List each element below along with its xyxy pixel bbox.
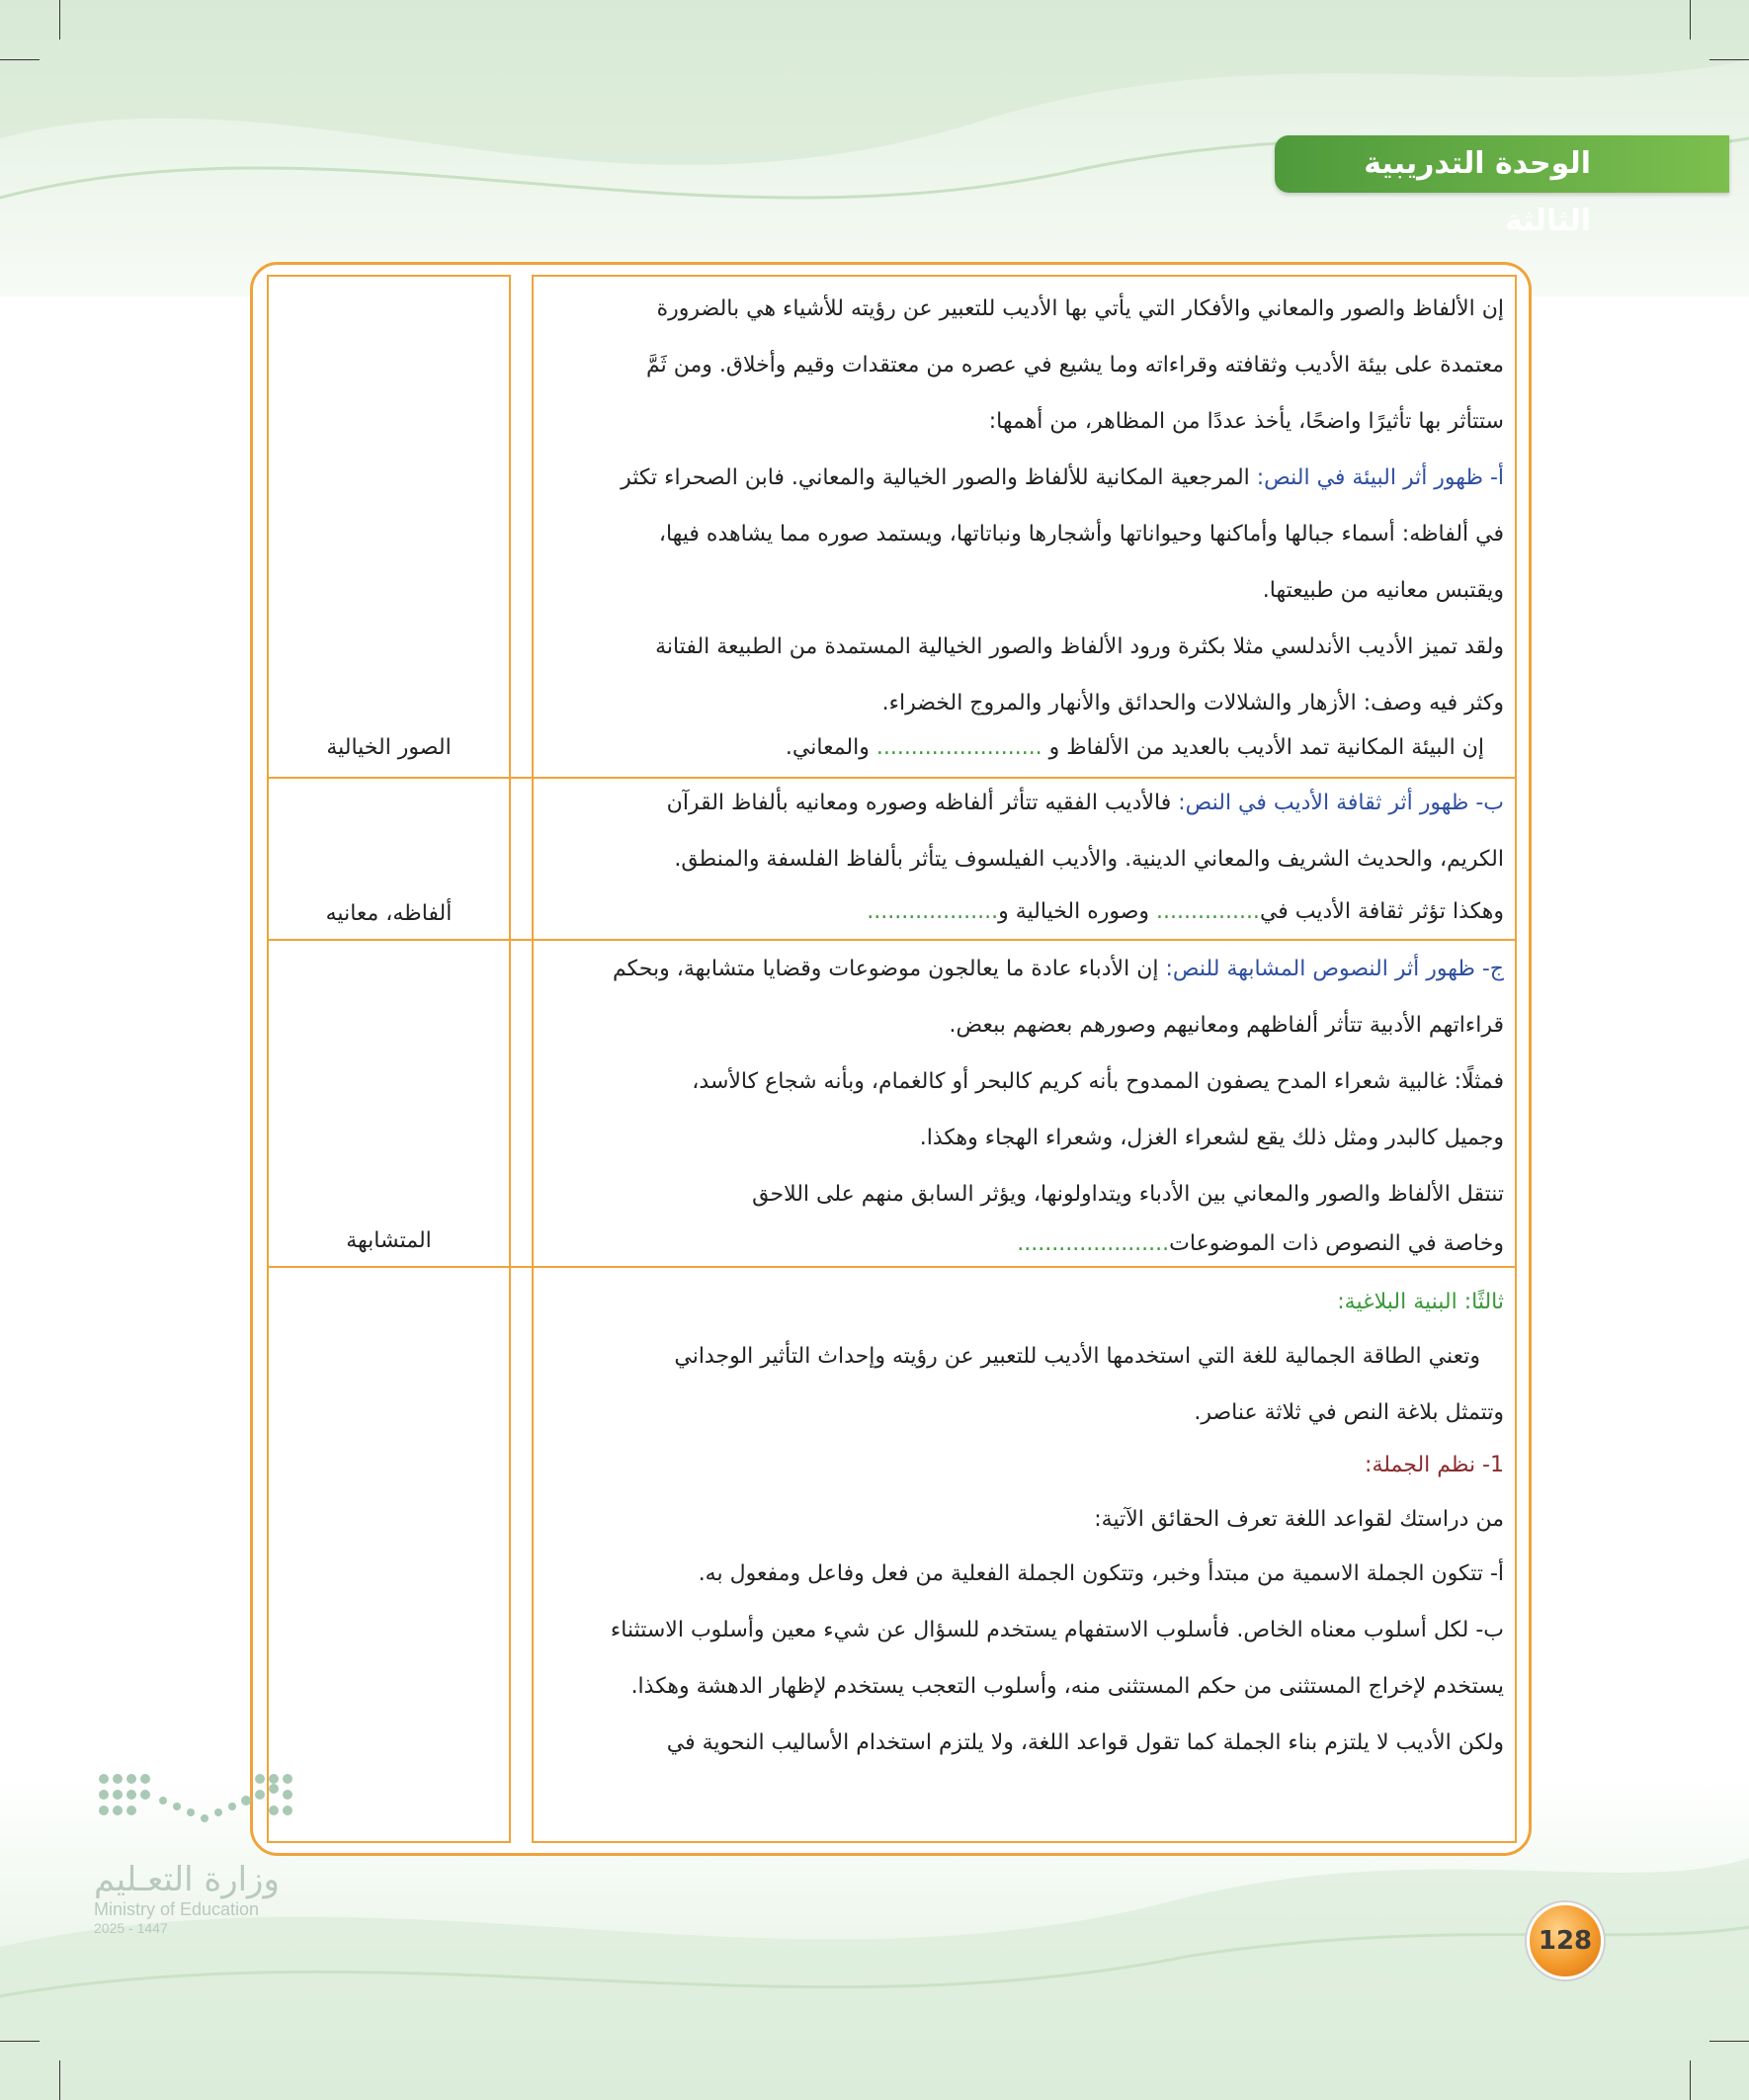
subsection-title: 1- نظم الجملة:: [1365, 1453, 1504, 1477]
section-b-title: ب- ظهور أثر ثقافة الأديب في النص:: [1178, 791, 1504, 815]
ministry-dots-icon: [94, 1769, 311, 1848]
crop-mark: [59, 2060, 60, 2100]
crop-mark: [1709, 59, 1749, 60]
paragraph-line: قراءاتهم الأدبية تتأثر ألفاظهم ومعانيهم وصورهم بعضهم ببعض.: [949, 1013, 1504, 1038]
fill-blank-line: وخاصة في النصوص ذات الموضوعات......................: [1017, 1231, 1504, 1256]
unit-title-banner: [1275, 135, 1729, 238]
crop-mark: [1690, 0, 1691, 40]
answer-words-meanings: ألفاظه، معانيه: [325, 901, 453, 926]
paragraph-line: وجميل كالبدر ومثل ذلك يقع لشعراء الغزل، وشعراء الهجاء وهكذا.: [919, 1126, 1504, 1150]
main-text-block: [553, 296, 1504, 1838]
paragraph-line: ولقد تميز الأديب الأندلسي مثلا بكثرة ورود الألفاظ والصور الخيالية المستمدة من الطبيعة الفتانة: [655, 634, 1504, 659]
paragraph-line: معتمدة على بيئة الأديب وثقافته وقراءاته وما يشيع في عصره من معتقدات وقيم وأخلاق. ومن ثَمَّ: [645, 353, 1504, 378]
unit-title: الوحدة التدريبية الثالثة: [1364, 146, 1591, 238]
section-a-line: أ- ظهور أثر البيئة في النص: المرجعية المكانية للألفاظ والصور الخيالية والمعاني. فابن الصحراء تكثر: [621, 465, 1504, 490]
answer-imaginary-images: الصور الخيالية: [326, 735, 452, 760]
paragraph-line: يستخدم لإخراج المستثنى من حكم المستثنى منه، وأسلوب التعجب يستخدم لإظهار الدهشة وهكذا.: [630, 1674, 1504, 1699]
answer-similar: المتشابهة: [346, 1228, 432, 1253]
blank-dots: ...............: [1156, 899, 1260, 924]
crop-mark: [59, 0, 60, 40]
paragraph-line: وكثر فيه وصف: الأزهار والشلالات والحدائق والأنهار والمروج الخضراء.: [881, 691, 1504, 715]
blank-dots: ........................: [875, 735, 1042, 760]
crop-mark: [0, 2041, 40, 2042]
paragraph-line: من دراستك لقواعد اللغة تعرف الحقائق الآتية:: [1094, 1507, 1504, 1532]
paragraph-line: ب- لكل أسلوب معناه الخاص. فأسلوب الاستفهام يستخدم للسؤال عن شيء معين وأسلوب الاستثناء: [610, 1618, 1504, 1642]
paragraph-line: وتعني الطاقة الجمالية للغة التي استخدمها الأديب للتعبير عن رؤيته وإحداث التأثير الوجداني: [674, 1344, 1480, 1369]
paragraph-line: وتتمثل بلاغة النص في ثلاثة عناصر.: [1194, 1400, 1504, 1425]
ministry-name-arabic: وزارة التعـليم: [94, 1860, 280, 1899]
paragraph-line: ولكن الأديب لا يلتزم بناء الجملة كما تقول قواعد اللغة، ولا يلتزم استخدام الأساليب النحوية في: [666, 1730, 1504, 1755]
section-b-line: ب- ظهور أثر ثقافة الأديب في النص: فالأديب الفقيه تتأثر ألفاظه وصوره ومعانيه بألفاظ القرآن: [666, 791, 1504, 815]
section-third-title: ثالثًا: البنية البلاغية:: [1337, 1290, 1504, 1314]
blank-dots: ...................: [867, 899, 999, 924]
crop-mark: [1690, 2060, 1691, 2100]
fill-blank-line: إن البيئة المكانية تمد الأديب بالعديد من الألفاظ و ........................ والمعاني.: [785, 735, 1484, 760]
crop-mark: [0, 59, 40, 60]
page-number: 128: [1538, 1926, 1593, 1956]
paragraph-line: ستتأثر بها تأثيرًا واضحًا، يأخذ عددًا من المظاهر، من أهمها:: [988, 409, 1504, 434]
paragraph-line: تنتقل الألفاظ والصور والمعاني بين الأدباء ويتداولونها، ويؤثر السابق منهم على اللاحق: [752, 1182, 1504, 1207]
paragraph-line: أ- تتكون الجملة الاسمية من مبتدأ وخبر، وتتكون الجملة الفعلية من فعل وفاعل ومفعول به.: [698, 1561, 1504, 1586]
ministry-logo: [94, 1769, 311, 1936]
paragraph-line: في ألفاظه: أسماء جبالها وأماكنها وحيواناتها وأشجارها ونباتاتها، ويستمد صوره مما يشاهده فيها،: [658, 522, 1504, 546]
paragraph-line: فمثلًا: غالبية شعراء المدح يصفون الممدوح بأنه كريم كالبحر أو كالغمام، وبأنه شجاع كالأسد،: [692, 1069, 1504, 1094]
answer-column: [267, 275, 511, 1843]
section-a-title: أ- ظهور أثر البيئة في النص:: [1256, 465, 1504, 490]
section-c-title: ج- ظهور أثر النصوص المشابهة للنص:: [1165, 957, 1504, 981]
page-number-badge: [1527, 1902, 1604, 1979]
ministry-name-english: Ministry of Education: [94, 1899, 260, 1919]
edition-year: 2025 - 1447: [94, 1920, 168, 1936]
section-c-line: ج- ظهور أثر النصوص المشابهة للنص: إن الأدباء عادة ما يعالجون موضوعات وقضايا متشابهة، وبحكم: [612, 957, 1504, 981]
paragraph-line: ويقتبس معانيه من طبيعتها.: [1262, 578, 1504, 603]
fill-blank-line: وهكذا تؤثر ثقافة الأديب في............... وصوره الخيالية و...................: [867, 899, 1504, 924]
crop-mark: [1709, 2041, 1749, 2042]
paragraph-line: إن الألفاظ والصور والمعاني والأفكار التي يأتي بها الأديب للتعبير عن رؤيته للأشياء هي بالضرورة: [656, 296, 1504, 321]
paragraph-line: الكريم، والحديث الشريف والمعاني الدينية. والأديب الفيلسوف يتأثر بألفاظ الفلسفة والمنطق.: [674, 847, 1504, 872]
blank-dots: ......................: [1017, 1231, 1170, 1256]
